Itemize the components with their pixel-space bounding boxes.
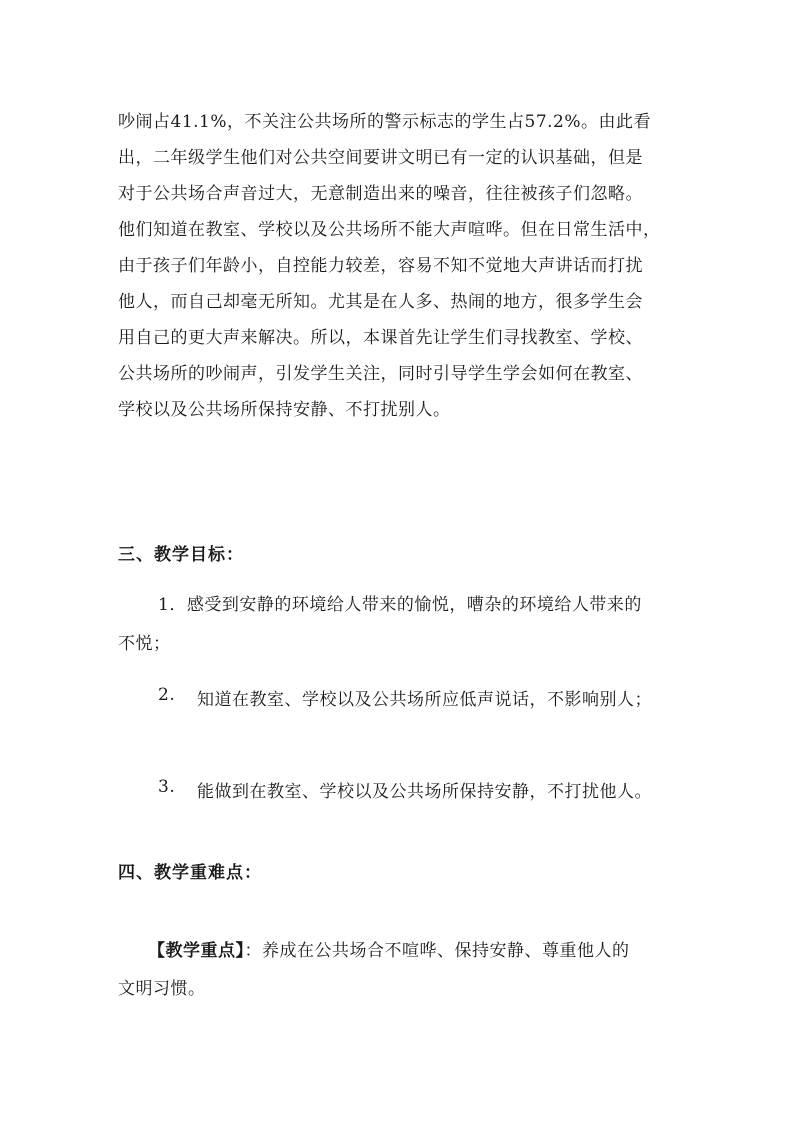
paragraph-line: 学校以及公共场所保持安静、不打扰别人。 <box>118 400 451 420</box>
objective-1-line-2: 不悦； <box>118 634 171 654</box>
paragraph-line: 对于公共场合声音过大，无意制造出来的噪音，往往被孩子们忽略。 <box>118 184 643 204</box>
section-heading-key-points: 四、教学重难点： <box>118 863 262 883</box>
key-point-line-2: 文明习惯。 <box>118 979 206 999</box>
paragraph-line: 吵闹占41.1%，不关注公共场所的警示标志的学生占57.2%。由此看 <box>118 112 652 132</box>
objective-2-number: 2. <box>158 685 176 705</box>
key-point-label: 【教学重点】 <box>148 941 245 961</box>
paragraph-line: 由于孩子们年龄小，自控能力较差，容易不知不觉地大声讲话而打扰 <box>118 256 643 276</box>
paragraph-line: 他们知道在教室、学校以及公共场所不能大声喧哗。但在日常生活中， <box>118 220 661 240</box>
objective-3-number: 3. <box>158 777 176 797</box>
paragraph-line: 他人，而自己却毫无所知。尤其是在人多、热闹的地方，很多学生会 <box>118 292 643 312</box>
objective-1-line-1: 1．感受到安静的环境给人带来的愉悦，嘈杂的环境给人带来的 <box>158 595 642 615</box>
key-point-text: ：养成在公共场合不喧哗、保持安静、尊重他人的 <box>244 941 630 961</box>
paragraph-line: 用自己的更大声来解决。所以，本课首先让学生们寻找教室、学校、 <box>118 328 643 348</box>
intro-paragraph <box>118 104 688 428</box>
paragraph-line: 公共场所的吵闹声，引发学生关注，同时引导学生学会如何在教室、 <box>118 364 643 384</box>
key-point-line-1 <box>148 936 630 961</box>
objective-3-text: 能做到在教室、学校以及公共场所保持安静，不打扰他人。 <box>197 782 652 802</box>
objective-2-text: 知道在教室、学校以及公共场所应低声说话，不影响别人； <box>197 690 652 710</box>
paragraph-line: 出，二年级学生他们对公共空间要讲文明已有一定的认识基础，但是 <box>118 148 643 168</box>
section-heading-objectives: 三、教学目标： <box>118 545 244 565</box>
